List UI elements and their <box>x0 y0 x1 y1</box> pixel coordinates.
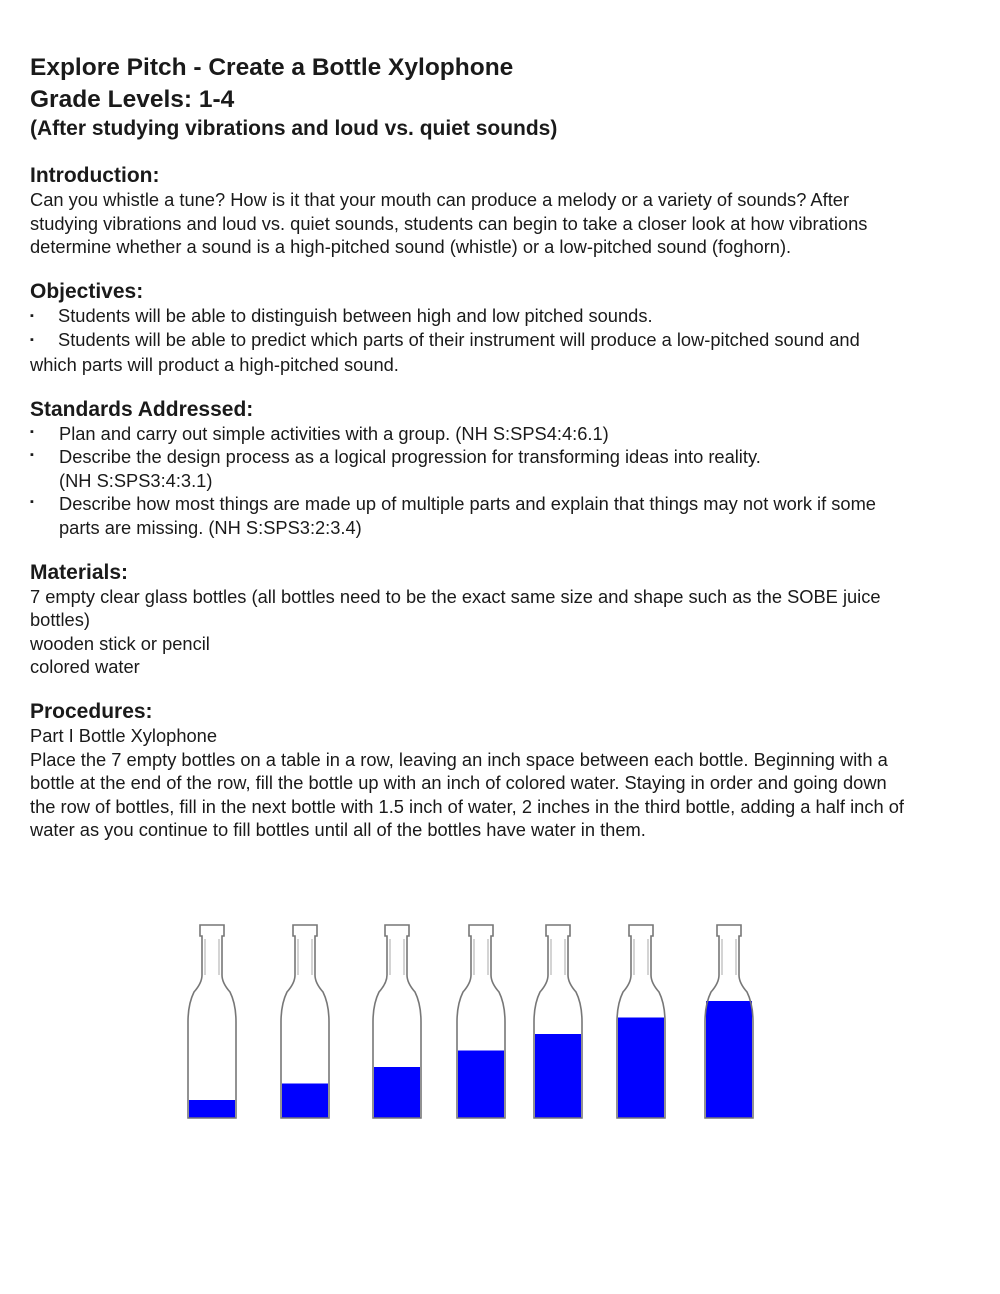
materials-line: 7 empty clear glass bottles (all bottles need to be the exact same size and shape such as the SOBE juice <box>30 585 881 607</box>
bullet-icon: ▪ <box>30 425 34 438</box>
bottle <box>188 925 236 1118</box>
bottle-outline <box>534 925 582 1118</box>
standard-line: (NH S:SPS3:4:3.1) <box>59 469 213 491</box>
bottle <box>281 925 329 1118</box>
bottle-neck-highlight <box>205 939 219 975</box>
materials-line: colored water <box>30 656 140 678</box>
bullet-icon: ▪ <box>30 449 34 462</box>
bottle-outline <box>188 925 236 1118</box>
standard-line: Plan and carry out simple activities with a group. (NH S:SPS4:4:6.1) <box>59 422 609 444</box>
bottle <box>534 925 582 1118</box>
water-fill <box>282 1084 328 1119</box>
standard-item <box>30 492 975 539</box>
grade-levels: Grade Levels: 1-4 <box>30 86 235 113</box>
introduction-section <box>30 163 975 259</box>
bottle-neck-highlight <box>634 939 648 975</box>
procedures-line: water as you continue to fill bottles until all of the bottles have water in them. <box>30 819 646 841</box>
standard-item <box>30 445 975 492</box>
objective-text: Students will be able to distinguish between high and low pitched sounds. <box>58 304 653 326</box>
materials-heading: Materials: <box>30 560 129 584</box>
bottle-outline <box>373 925 421 1118</box>
objectives-section <box>30 279 975 377</box>
bottle-outline <box>281 925 329 1118</box>
bullet-icon: ▪ <box>30 334 34 347</box>
bottle-outline <box>705 925 753 1118</box>
bottle <box>457 925 505 1118</box>
introduction-line: determine whether a sound is a high-pitched sound (whistle) or a low-pitched sound (foghorn). <box>30 236 792 258</box>
bottle-outline <box>617 925 665 1118</box>
procedures-line: Place the 7 empty bottles on a table in a row, leaving an inch space between each bottle. Beginning with a <box>30 748 888 770</box>
water-fill <box>458 1051 504 1119</box>
materials-line: wooden stick or pencil <box>30 632 210 654</box>
procedures-part: Part I Bottle Xylophone <box>30 724 217 746</box>
procedures-heading: Procedures: <box>30 699 153 723</box>
objective-item <box>30 328 975 353</box>
objective-text: Students will be able to predict which parts of their instrument will produce a low-pitched sound and <box>58 329 860 351</box>
water-fill <box>374 1067 420 1118</box>
water-fill <box>706 1001 752 1118</box>
water-fill <box>618 1018 664 1119</box>
standard-line: parts are missing. (NH S:SPS3:2:3.4) <box>59 516 362 538</box>
bottle <box>705 925 753 1118</box>
objectives-heading: Objectives: <box>30 279 144 303</box>
introduction-line: Can you whistle a tune? How is it that your mouth can produce a melody or a variety of sounds? After <box>30 189 850 210</box>
standards-section <box>30 397 975 540</box>
bottle <box>373 925 421 1118</box>
worksheet-page <box>30 52 975 842</box>
bottle <box>617 925 665 1118</box>
bottle-outline <box>457 925 505 1118</box>
standards-heading: Standards Addressed: <box>30 397 254 421</box>
objective-item <box>30 304 975 329</box>
subtitle: (After studying vibrations and loud vs. quiet sounds) <box>30 117 558 140</box>
procedures-section <box>30 699 975 842</box>
page-title: Explore Pitch - Create a Bottle Xylophone <box>30 54 514 81</box>
bottle-neck-highlight <box>390 939 404 975</box>
bottle-neck-highlight <box>722 939 736 975</box>
procedures-line: bottle at the end of the row, fill the bottle up with an inch of colored water. Staying in order and going down <box>30 772 887 794</box>
standard-item <box>30 422 975 446</box>
materials-section <box>30 560 975 679</box>
bottle-neck-highlight <box>551 939 565 975</box>
bullet-icon: ▪ <box>30 309 34 322</box>
introduction-line: studying vibrations and loud vs. quiet sounds, students can begin to take a closer look at how vibrations <box>30 212 868 234</box>
water-fill <box>535 1034 581 1118</box>
objective-continuation: which parts will product a high-pitched sound. <box>30 353 399 375</box>
bottle-neck-highlight <box>298 939 312 975</box>
materials-line: bottles) <box>30 609 90 631</box>
introduction-heading: Introduction: <box>30 164 160 187</box>
bullet-icon: ▪ <box>30 496 34 509</box>
standard-line: Describe the design process as a logical progression for transforming ideas into reality. <box>59 446 761 468</box>
procedures-line: the row of bottles, fill in the next bottle with 1.5 inch of water, 2 inches in the third bottle, adding a half inch of <box>30 795 904 817</box>
standard-line: Describe how most things are made up of multiple parts and explain that things may not work if some <box>59 493 876 515</box>
water-fill <box>189 1100 235 1118</box>
bottle-neck-highlight <box>474 939 488 975</box>
